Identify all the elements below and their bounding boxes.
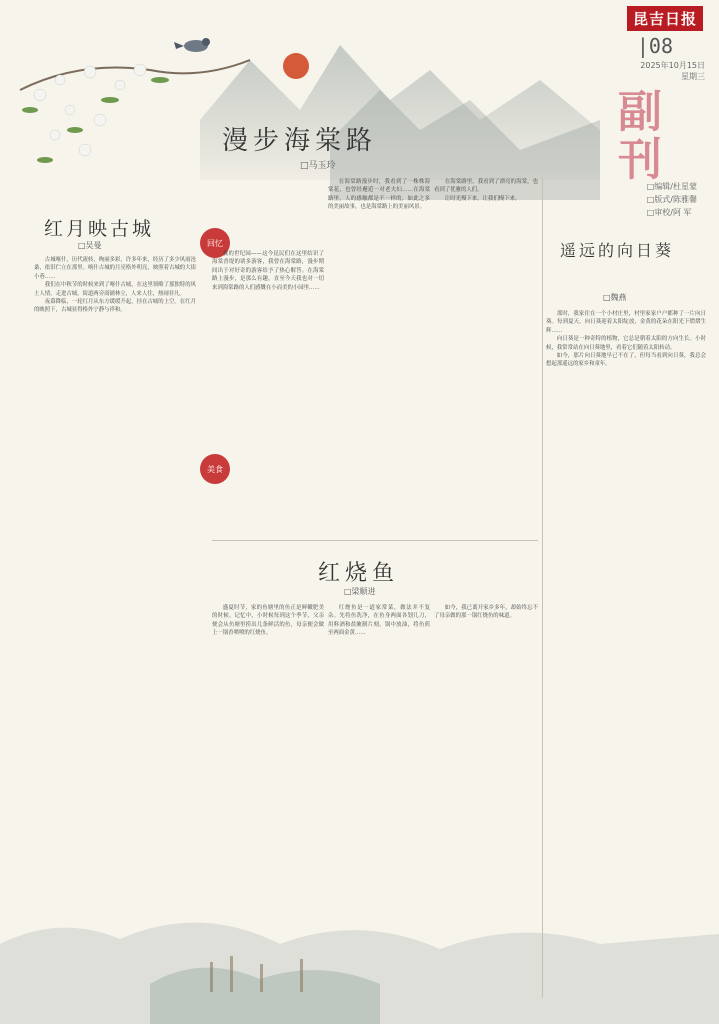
date-block <box>640 60 705 82</box>
paragraph: 我的世纪园——这今昆民们在这里结识了海棠香堤的诸多游客，我曾在海棠路，漫步期间出于对好奇的游客给予了热心解答。在海棠路上漫步，是那么有趣，直至今天我也对一切来到海棠路的人们感慨在小而美的小园里…… <box>212 251 324 291</box>
paragraph: 在海棠路里，我看到了漂亮的海棠，也看到了优雅的人们。 <box>434 179 538 194</box>
paragraph: 我们在中秋节的时候来到了喀什古城，在这里领略了那独特的风土人情。走进古城，街道两旁商铺林立，人来人往，热闹非凡。 <box>34 282 196 297</box>
mid-article-body-col3 <box>434 604 538 964</box>
main-article-author: □马玉玲 <box>300 161 336 171</box>
weekday: 星期三 <box>681 72 705 81</box>
paragraph: 如今，我已离开家乡多年，却始终忘不了母亲做的那一锅红烧鱼的味道。 <box>434 605 538 620</box>
paragraph: 在海棠路漫步时，我看到了一株株海棠花，也曾经邂逅一对老夫妇……在海棠路里，人的感触都是不一样的，如此之多的美丽故事，也是海棠路上的美丽风景。 <box>328 179 430 211</box>
sun-icon <box>283 53 309 79</box>
masthead: 昆吉日报 <box>627 6 703 31</box>
main-article-body-col2 <box>328 178 430 548</box>
divider <box>542 178 543 998</box>
paragraph: 古城喀什，历代流转，绚丽多彩，许多年来，经历了多少风雨沧桑，依旧伫立在那里。喀什古城的月亮格外明亮，映照着古城的大街小巷…… <box>34 257 196 280</box>
right-article-author: □魏燕 <box>603 293 627 302</box>
left-article-author: □吴曼 <box>78 241 102 250</box>
left-article-badge: 回忆 <box>200 228 230 258</box>
bird-icon <box>174 38 210 52</box>
paragraph: 夜幕降临，一轮红月从东方缓缓升起，挂在古城的上空。在红月的映照下，古城显得格外宁静与祥和。 <box>34 299 196 314</box>
mid-article-body-col1 <box>212 604 324 964</box>
paragraph: 如今，那片向日葵地早已不在了，但每当看到向日葵，我总会想起那遥远的家乡和童年。 <box>546 353 706 368</box>
main-article-body-col3 <box>434 178 538 548</box>
page-number-value: 08 <box>648 34 673 58</box>
main-article-title: 漫步海棠路 <box>222 126 378 156</box>
section-title: 副刊 <box>610 88 661 184</box>
divider <box>212 540 538 541</box>
credit-proof: □审校/阿 军 <box>646 208 692 217</box>
paragraph: 向日葵是一种奇特的植物，它总是朝着太阳的方向生长。小时候，我常常站在向日葵地里，看着它们随着太阳转动。 <box>546 336 706 351</box>
paragraph: 红烧鱼是一道家常菜，做法并不复杂。先将鱼洗净，在鱼身两面各划几刀，用料酒和盐腌制片刻。锅中放油，将鱼煎至两面金黄…… <box>328 605 430 637</box>
credits <box>647 180 697 219</box>
mid-article-badge: 美食 <box>200 454 230 484</box>
date: 2025年10月15日 <box>640 61 705 70</box>
mid-article-body-col2 <box>328 604 430 964</box>
credit-editor: □编辑/杜星蒙 <box>646 182 697 191</box>
right-article-body <box>546 310 706 1000</box>
paragraph: 那时，我家住在一个小村庄里，村里家家户户都种了一片向日葵。每到夏天，向日葵迎着太阳绽放，金黄的花朵在阳光下熠熠生辉…… <box>546 311 706 334</box>
page-number: |08 <box>636 34 673 58</box>
right-article-title: 遥远的向日葵 <box>560 241 675 260</box>
mid-article-author: □梁顺进 <box>344 587 376 596</box>
main-article-body-col1 <box>212 250 324 540</box>
left-article-body <box>34 256 196 996</box>
credit-layout: □版式/陈雅馨 <box>646 195 697 204</box>
mid-article-title: 红烧鱼 <box>318 561 400 586</box>
left-article-title: 红月映古城 <box>44 218 155 240</box>
paragraph: 让时光慢下来，让我们慢下来。 <box>444 195 521 202</box>
paragraph: 盛夏时节，家的鱼塘里的鱼正是鲜嫩肥美的时候。记忆中，小时候每到这个季节，父亲便会从鱼塘里捞出几条鲜活的鱼，母亲便会做上一锅香喷喷的红烧鱼。 <box>212 605 324 637</box>
